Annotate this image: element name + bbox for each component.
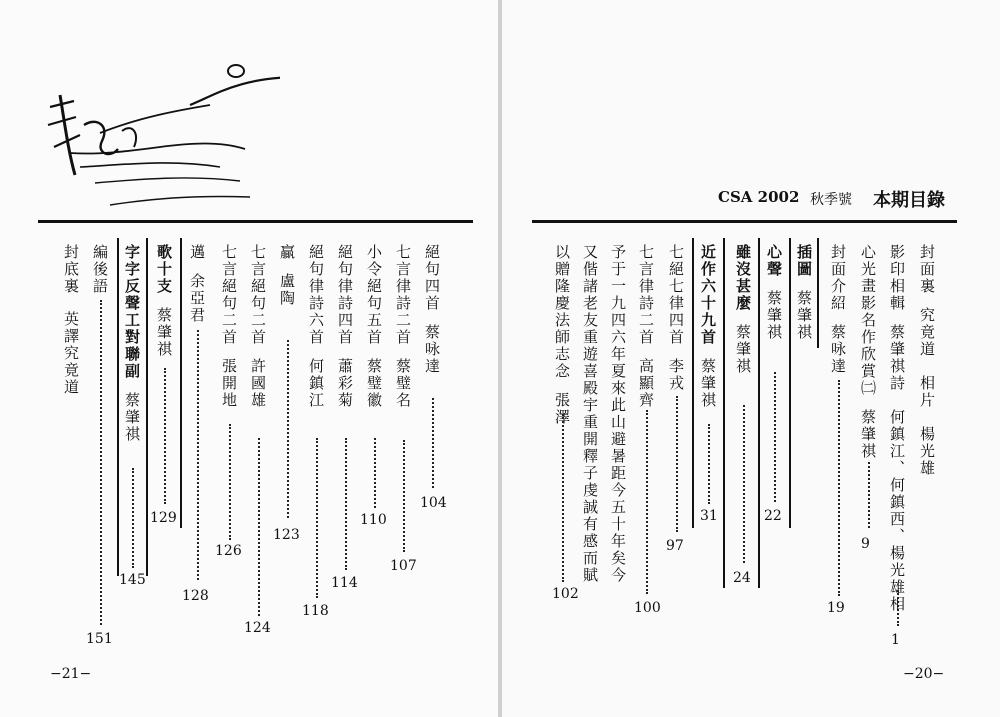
leader-dots <box>316 438 318 598</box>
section-bar <box>146 238 148 576</box>
page-number: 126 <box>215 543 242 559</box>
page-number: 129 <box>150 510 177 526</box>
page-number: 100 <box>634 600 661 616</box>
page-number: 97 <box>666 538 684 554</box>
toc-entry: 封面裏究竟道 相片 楊光雄 <box>918 244 936 477</box>
leader-dots <box>258 438 260 616</box>
toc-entry: 編後語 <box>91 244 109 295</box>
toc-entry: 封底裏英譯究竟道 <box>62 244 80 396</box>
page-number: 151 <box>86 631 113 647</box>
leader-dots <box>838 380 840 596</box>
leader-dots <box>345 438 347 570</box>
toc-entry: 封面介紹蔡咏達 <box>829 244 847 375</box>
leader-dots <box>197 330 199 580</box>
page-number: 107 <box>390 558 417 574</box>
section-bar <box>723 238 725 588</box>
header-rule-left <box>38 220 473 223</box>
leader-dots <box>897 590 899 626</box>
toc-entry: 小令絕句五首蔡璧徽 <box>365 244 383 409</box>
page-number: 124 <box>244 620 271 636</box>
leader-dots <box>708 424 710 504</box>
toc-entry: 七言律詩二首蔡璧名 <box>394 244 412 409</box>
leader-dots <box>774 372 776 502</box>
page-folio: −20− <box>903 666 945 682</box>
issue-label: 秋季號 <box>810 192 852 208</box>
toc-entry: 雖沒甚麼蔡肇祺 <box>734 244 752 375</box>
toc-entry: 七言絕句二首張開地 <box>220 244 238 409</box>
toc-entry: 歌十支蔡肇祺 <box>155 244 173 358</box>
page-number: 102 <box>552 586 579 602</box>
page-number: 104 <box>420 495 447 511</box>
leader-dots <box>132 468 134 568</box>
leader-dots <box>868 462 870 528</box>
section-bar <box>692 238 694 528</box>
page-folio: −21− <box>50 666 92 682</box>
page-number: 1 <box>891 632 900 648</box>
toc-entry: 又偕諸老友重遊喜殿宇重開釋子虔誠有感而賦 <box>581 244 599 584</box>
leader-dots <box>676 396 678 532</box>
page-number: 9 <box>861 536 870 552</box>
leader-dots <box>432 398 434 488</box>
toc-entry: 絕句律詩四首蕭彩菊 <box>336 244 354 409</box>
page-number: 145 <box>119 572 146 588</box>
left-page <box>0 0 498 717</box>
toc-entry: 心聲蔡肇祺 <box>765 244 783 341</box>
page-number: 118 <box>302 603 329 619</box>
magazine-code: CSA 2002 <box>718 188 800 206</box>
header-rule-right <box>532 220 957 223</box>
leader-dots <box>164 368 166 504</box>
toc-entry: 插圖蔡肇祺 <box>795 244 813 341</box>
page-number: 22 <box>764 508 782 524</box>
toc-entry: 予于一九四六年夏來此山避暑距今五十年矣今 <box>609 244 627 584</box>
page-number: 31 <box>700 508 718 524</box>
toc-entry: 以贈隆慶法師志念張澤 <box>553 244 571 426</box>
toc-entry: 邁余亞君 <box>188 244 206 324</box>
toc-title: 本期目錄 <box>873 190 945 211</box>
toc-entry: 七絕七律四首李戎 <box>667 244 685 392</box>
section-bar <box>758 238 760 588</box>
page-number: 19 <box>827 600 845 616</box>
page-number: 128 <box>182 588 209 604</box>
section-bar <box>817 238 819 348</box>
toc-entry: 影印相輯蔡肇祺詩 何鎮江、何鎮西、楊光雄相 <box>888 244 906 613</box>
leader-dots <box>403 440 405 552</box>
calligraphy-drawing <box>40 55 280 215</box>
leader-dots <box>374 438 376 508</box>
toc-entry: 贏盧陶 <box>278 244 296 307</box>
leader-dots <box>287 340 289 518</box>
section-bar <box>180 238 182 528</box>
toc-entry: 近作六十九首蔡肇祺 <box>699 244 717 409</box>
page-header <box>538 188 950 212</box>
section-bar <box>789 238 791 528</box>
toc-entry: 字字反聲工對聯副蔡肇祺 <box>123 244 141 443</box>
toc-entry: 七言律詩二首高顯齊 <box>637 244 655 409</box>
toc-entry: 絕句四首蔡咏達 <box>423 244 441 375</box>
leader-dots <box>100 300 102 625</box>
leader-dots <box>562 414 564 582</box>
toc-entry: 七言絕句二首許國雄 <box>249 244 267 409</box>
page-number: 114 <box>331 575 358 591</box>
page-number: 123 <box>273 527 300 543</box>
leader-dots <box>743 405 745 563</box>
toc-entry: 心光畫影名作欣賞㈡蔡肇祺 <box>859 244 877 460</box>
page-number: 24 <box>733 570 751 586</box>
section-bar <box>117 238 119 576</box>
toc-entry: 絕句律詩六首何鎮江 <box>307 244 325 409</box>
page-number: 110 <box>360 512 387 528</box>
leader-dots <box>229 424 231 540</box>
leader-dots <box>646 410 648 594</box>
